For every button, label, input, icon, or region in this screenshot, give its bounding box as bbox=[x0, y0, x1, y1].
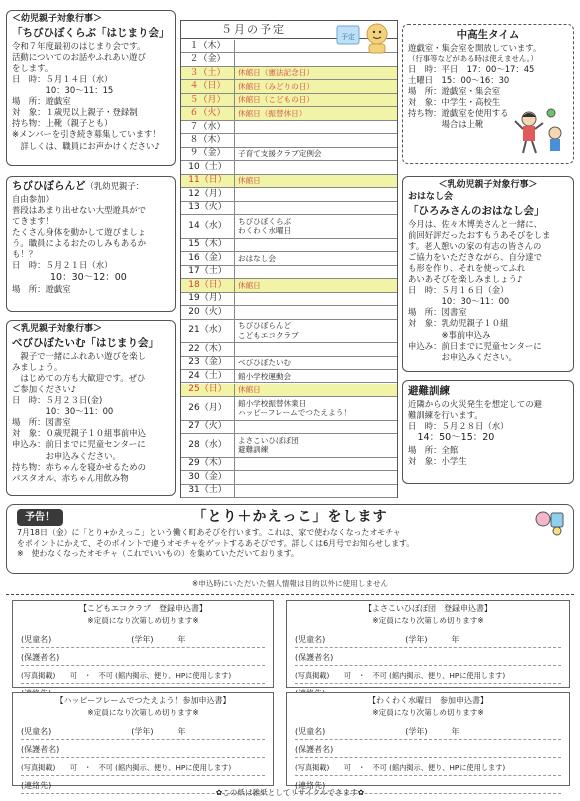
form-note: ※定員になり次第しめ切ります※ bbox=[372, 615, 484, 625]
calendar-events bbox=[235, 107, 397, 119]
calendar-day-row bbox=[181, 458, 397, 471]
calendar-event: わくわく水曜日 bbox=[238, 226, 292, 236]
calendar-date-label: ９（金） bbox=[189, 148, 226, 159]
text-line: う。職員によるおたのしみもあるか bbox=[12, 238, 146, 249]
form-field-photo-consent[interactable]: (写真掲載) 可 ・ 不可 (館内掲示、便り、HPに使用します) bbox=[21, 666, 265, 684]
calendar-date-label: ６（火） bbox=[189, 108, 226, 119]
text-line: 日 時：５月１４日（水） bbox=[12, 74, 113, 85]
text-line: 自由参加） bbox=[12, 193, 54, 204]
text-line: ※メンバーを引き続き募集しています！ bbox=[12, 129, 161, 140]
text-line: 親子で一緒にふれあい遊びを楽し bbox=[12, 350, 146, 361]
calendar-events bbox=[235, 202, 397, 214]
toy-illustration bbox=[533, 507, 567, 537]
text-line: 日 時：平日 17：00〜17：45 bbox=[408, 63, 535, 74]
text-line: 場 所：図書室 bbox=[12, 417, 71, 428]
baby-event-box bbox=[6, 320, 176, 496]
calendar-date bbox=[181, 67, 235, 79]
text-line: 詳しくは、職員にお声かけください♪ bbox=[12, 140, 160, 151]
calendar-events bbox=[235, 384, 397, 396]
calendar-events bbox=[235, 485, 397, 497]
calendar-event: 館小学校振替休業日 bbox=[238, 398, 307, 408]
calendar-date-label: 27（火） bbox=[188, 421, 227, 432]
calendar-day-row bbox=[181, 320, 397, 344]
text-line: 活動についてのお話やふれあい遊び bbox=[12, 51, 146, 62]
calendar-date-label: 22（木） bbox=[188, 343, 227, 354]
calendar-event: 避難訓練 bbox=[238, 445, 269, 455]
calendar-events bbox=[235, 421, 397, 433]
infant-event-box bbox=[6, 10, 176, 166]
calendar-events bbox=[235, 188, 397, 200]
calendar-event: 子育て支援クラブ定例会 bbox=[238, 149, 322, 159]
form-note: ※定員になり次第しめ切ります※ bbox=[87, 615, 199, 625]
infant-event-tag: ＜幼児親子対象行事＞ bbox=[12, 14, 103, 24]
calendar-events bbox=[235, 458, 397, 470]
calendar-day-row bbox=[181, 279, 397, 292]
calendar-day-row bbox=[181, 370, 397, 383]
announce-badge: 予告！ bbox=[17, 509, 63, 526]
calendar-date-label: 19（月） bbox=[188, 293, 227, 304]
kids-playing-illustration bbox=[511, 107, 569, 159]
calendar-day-row bbox=[181, 252, 397, 265]
form-title: 【よさこいひぼぼ団 登録申込書】 bbox=[364, 604, 492, 613]
calendar-date bbox=[181, 458, 235, 470]
calendar-events bbox=[235, 279, 397, 291]
text-line: 持ち物：遊戯室を使用する bbox=[408, 108, 509, 119]
stamp-text: 予定 bbox=[341, 33, 355, 41]
text-line: 10：30〜11：15 bbox=[12, 85, 114, 96]
calendar-day-row bbox=[181, 202, 397, 215]
calendar-day-row bbox=[181, 148, 397, 161]
calendar-date bbox=[181, 397, 235, 420]
form-title: 【わくわく水曜日 参加申込書】 bbox=[368, 696, 488, 705]
calendar-event: こどもエコクラブ bbox=[238, 330, 299, 340]
calendar-date bbox=[181, 107, 235, 119]
calendar-date bbox=[181, 188, 235, 200]
calendar-event: 休館日（こどもの日） bbox=[238, 95, 314, 105]
text-line: 場 所：遊戯室・集会室 bbox=[408, 85, 501, 96]
calendar-events bbox=[235, 239, 397, 251]
calendar-events bbox=[235, 320, 397, 343]
baby-event-tag: ＜乳児親子対象行事＞ bbox=[12, 324, 103, 334]
text-line: 10：30〜11：00 bbox=[408, 296, 510, 307]
teen-time-box bbox=[402, 24, 574, 164]
yosakoi-form bbox=[286, 600, 570, 688]
calendar-events bbox=[235, 215, 397, 238]
calendar-date bbox=[181, 239, 235, 251]
calendar-event: 館小学校運動会 bbox=[238, 371, 292, 381]
calendar-day-row bbox=[181, 80, 397, 93]
form-field-child-name[interactable]: (児童名) (学年) 年 bbox=[295, 630, 561, 648]
calendar-date bbox=[181, 279, 235, 291]
calendar-date-label: 17（土） bbox=[188, 266, 227, 277]
happy-frame-form bbox=[12, 692, 274, 790]
text-line: 今月は、佐々木博美さんと一緒に、 bbox=[408, 218, 542, 229]
text-line: 場 所：遊戯室 bbox=[12, 96, 71, 107]
calendar-day-row bbox=[181, 357, 397, 370]
form-note: ※定員になり次第しめ切ります※ bbox=[87, 707, 199, 717]
story-event-tag: ＜乳幼児親子対象行事＞ bbox=[438, 180, 538, 190]
story-event-title: 「ひろみさんのおはなし会」 bbox=[408, 204, 545, 217]
form-field-photo-consent[interactable]: (写真掲載) 可 ・ 不可 (館内掲示、便り、HPに使用します) bbox=[295, 666, 561, 684]
infant-event-lines bbox=[12, 41, 170, 152]
calendar-date-label: 26（月） bbox=[188, 402, 227, 413]
calendar-day-row bbox=[181, 94, 397, 107]
calendar-events bbox=[235, 121, 397, 133]
calendar-day-row bbox=[181, 266, 397, 279]
infant-event-title: 「ちびひぼくらぶ「はじまり会」 bbox=[12, 26, 170, 39]
text-line: 遊戯室・集会室を開放しています。 bbox=[408, 42, 542, 53]
calendar-date bbox=[181, 121, 235, 133]
teen-time-title: 中高生タイム bbox=[456, 29, 520, 41]
text-line: 7月18日（金）に「とり+かえっこ」という働く町あそびを行います。これは、家で使わなくなったオモチャ bbox=[17, 528, 401, 538]
calendar-day-row bbox=[181, 53, 397, 66]
calendar-date bbox=[181, 202, 235, 214]
text-line: 場 所：遊戯室 bbox=[12, 284, 71, 295]
calendar-day-row bbox=[181, 215, 397, 239]
calendar-day-row bbox=[181, 121, 397, 134]
form-field-photo-consent[interactable]: (写真掲載) 可 ・ 不可 (館内掲示、便り、HPに使用します) bbox=[21, 758, 265, 776]
eco-club-form bbox=[12, 600, 274, 688]
calendar-event: 休館日（みどりの日） bbox=[238, 81, 314, 91]
form-title: 【こどもエコクラブ 登録申込書】 bbox=[79, 604, 207, 613]
story-event-box bbox=[402, 176, 574, 372]
calendar-day-row bbox=[181, 161, 397, 174]
text-line: お申込みください。 bbox=[12, 450, 121, 461]
text-line: 近隣からの火災発生を想定しての避 bbox=[408, 398, 542, 409]
text-line: 場 所：図書室 bbox=[408, 307, 467, 318]
calendar-date bbox=[181, 215, 235, 238]
calendar-date-label: ８（木） bbox=[189, 135, 226, 146]
calendar-date bbox=[181, 94, 235, 106]
calendar-date-label: ４（日） bbox=[189, 81, 226, 92]
banner-title: 「とり＋かえっこ」をします bbox=[192, 509, 388, 525]
wakuwaku-form bbox=[286, 692, 570, 790]
calendar-events bbox=[235, 266, 397, 278]
calendar-date-label: 11（日） bbox=[188, 175, 227, 186]
calendar-day-row bbox=[181, 485, 397, 498]
cut-line bbox=[6, 594, 574, 595]
calendar-day-row bbox=[181, 293, 397, 306]
text-line: 普段はあまり出せない大型遊具がで bbox=[12, 204, 146, 215]
calendar-events bbox=[235, 343, 397, 355]
evacuation-drill-box bbox=[402, 380, 574, 484]
calendar-date-label: 25（日） bbox=[188, 384, 227, 395]
calendar-date-label: 24（土） bbox=[188, 370, 227, 381]
calendar-day-row bbox=[181, 306, 397, 319]
text-line: ※ 使わなくなったオモチャ（これでいいもの）を集めていただいております。 bbox=[17, 549, 299, 559]
calendar-date bbox=[181, 320, 235, 343]
text-line: も！？ bbox=[12, 249, 38, 260]
calendar-day-row bbox=[181, 343, 397, 356]
calendar-day-row bbox=[181, 384, 397, 397]
text-line: 土曜日 15：00〜16：30 bbox=[408, 74, 510, 85]
text-line: す。老人憩いの家の有志の皆さんの bbox=[408, 240, 542, 251]
calendar-date-label: 20（火） bbox=[188, 306, 227, 317]
text-line: ※事前申込み bbox=[408, 329, 491, 340]
calendar-date-label: 13（火） bbox=[188, 202, 227, 213]
calendar-event: 休館日（振替休日） bbox=[238, 108, 307, 118]
calendar-events bbox=[235, 306, 397, 318]
form-field-guardian-name[interactable]: (保護者名) bbox=[21, 648, 265, 666]
calendar-day-row bbox=[181, 239, 397, 252]
calendar-events bbox=[235, 471, 397, 483]
chibi-hiroba-sub: （乳幼児親子： bbox=[85, 181, 145, 191]
form-note: ※定員になり次第しめ切ります※ bbox=[372, 707, 484, 717]
text-line: 前回好評だったおすもうあそびをしま bbox=[408, 229, 551, 240]
calendar-date-label: 14（水） bbox=[188, 220, 227, 231]
calendar-day-row bbox=[181, 67, 397, 80]
calendar-events bbox=[235, 434, 397, 457]
text-line: 持ち物：上靴（親子とも） bbox=[12, 118, 113, 129]
may-calendar bbox=[180, 20, 398, 498]
text-line: 日 時：５月２１日（水） bbox=[12, 260, 113, 271]
calendar-event: ハッピーフレームでつたえよう！ bbox=[238, 408, 351, 418]
calendar-events bbox=[235, 252, 397, 264]
calendar-date bbox=[181, 161, 235, 173]
calendar-date bbox=[181, 266, 235, 278]
calendar-event: よさこいひぼぼ団 bbox=[238, 435, 299, 445]
calendar-title: ５月の予定 bbox=[181, 21, 397, 39]
text-line: 持ち物：赤ちゃんを寝かせるための bbox=[12, 461, 146, 472]
text-line: 申込み：前日までに児童センターに bbox=[408, 340, 542, 351]
text-line: みましょう。 bbox=[12, 361, 63, 372]
calendar-day-row bbox=[181, 175, 397, 188]
calendar-date bbox=[181, 384, 235, 396]
calendar-event: ちびひぼくらぶ bbox=[238, 216, 292, 226]
torikaekko-banner bbox=[6, 504, 574, 574]
calendar-event: おはなし会 bbox=[238, 253, 276, 263]
text-line: 場 所：全館 bbox=[408, 444, 459, 455]
calendar-day-row bbox=[181, 107, 397, 120]
calendar-date-label: ５（月） bbox=[189, 94, 226, 105]
calendar-events bbox=[235, 370, 397, 382]
baby-event-title: べびひぼたいむ「はじまり会」 bbox=[12, 336, 159, 349]
text-line: 14：50〜15：20 bbox=[408, 432, 495, 444]
calendar-date bbox=[181, 148, 235, 160]
text-line: 申込み：前日までに児童センターに bbox=[12, 439, 146, 450]
calendar-date-label: 28（水） bbox=[188, 439, 227, 450]
calendar-date bbox=[181, 471, 235, 483]
calendar-event: べびひぼたいむ bbox=[238, 358, 292, 368]
calendar-date-label: ７（水） bbox=[189, 121, 226, 132]
form-field-child-name[interactable]: (児童名) (学年) 年 bbox=[21, 722, 265, 740]
text-line: あいあそびを楽しみましょう♪ bbox=[408, 274, 523, 285]
text-line: 対 象：０歳児親子１０組事前申込 bbox=[12, 428, 146, 439]
text-line: たくさん身体を動かして遊びましょ bbox=[12, 227, 146, 238]
form-field-guardian-name[interactable]: (保護者名) bbox=[295, 740, 561, 758]
calendar-day-row bbox=[181, 471, 397, 484]
text-line: をします。 bbox=[12, 62, 54, 73]
text-line: 令和７年度最初のはじまり会です。 bbox=[12, 40, 146, 51]
calendar-date-label: 23（金） bbox=[188, 357, 227, 368]
text-line: 対 象：１歳児以上親子・登録制 bbox=[12, 107, 138, 118]
calendar-events bbox=[235, 94, 397, 106]
calendar-events bbox=[235, 67, 397, 79]
drill-title: 避難訓練 bbox=[408, 385, 450, 397]
calendar-date bbox=[181, 293, 235, 305]
calendar-date bbox=[181, 485, 235, 497]
calendar-events bbox=[235, 134, 397, 146]
text-line: 場合は上靴 bbox=[408, 119, 484, 130]
form-field-guardian-name[interactable]: (保護者名) bbox=[295, 648, 561, 666]
calendar-day-row bbox=[181, 397, 397, 421]
calendar-date-label: 21（水） bbox=[188, 325, 227, 336]
calendar-date bbox=[181, 80, 235, 92]
calendar-date-label: 15（木） bbox=[188, 239, 227, 250]
calendar-date bbox=[181, 252, 235, 264]
calendar-date bbox=[181, 175, 235, 187]
form-field-guardian-name[interactable]: (保護者名) bbox=[21, 740, 265, 758]
calendar-date-label: ３（土） bbox=[189, 67, 226, 78]
calendar-day-row bbox=[181, 434, 397, 458]
calendar-date bbox=[181, 40, 235, 52]
calendar-day-row bbox=[181, 188, 397, 201]
calendar-stamp-illustration bbox=[335, 20, 393, 54]
text-line: パスタオル、赤ちゃん用飲み物 bbox=[12, 472, 129, 483]
calendar-date-label: １（木） bbox=[189, 40, 226, 51]
text-line: をポイントにかえて、そのポイントで違うオモチャをゲットするあそびです。詳しくは6月号でお知らせします。 bbox=[17, 538, 415, 548]
calendar-day-row bbox=[181, 421, 397, 434]
calendar-date bbox=[181, 306, 235, 318]
calendar-date bbox=[181, 357, 235, 369]
chibi-hiroba-box bbox=[6, 176, 176, 312]
calendar-events bbox=[235, 397, 397, 420]
calendar-date bbox=[181, 370, 235, 382]
calendar-date bbox=[181, 134, 235, 146]
text-line: てきます！ bbox=[12, 216, 54, 227]
text-line: 日 時：５月２３日(金) bbox=[12, 395, 103, 406]
text-line: 日 時：５月２８日（水） bbox=[408, 421, 509, 432]
calendar-date-label: 29（木） bbox=[188, 458, 227, 469]
calendar-date bbox=[181, 343, 235, 355]
calendar-date bbox=[181, 421, 235, 433]
text-line: も形を作り、それを使ってふれ bbox=[408, 262, 526, 273]
calendar-date-label: 10（土） bbox=[188, 161, 227, 172]
text-line: はじめての方も大歓迎です。ぜひ bbox=[12, 372, 146, 383]
form-field-contact[interactable]: (連絡先) bbox=[21, 776, 265, 794]
form-field-child-name[interactable]: (児童名) (学年) 年 bbox=[21, 630, 265, 648]
text-line: 10：30〜12：00 bbox=[12, 271, 127, 283]
text-line: ご参加ください♪ bbox=[12, 384, 76, 395]
calendar-event: 休館日 bbox=[238, 176, 261, 186]
calendar-events bbox=[235, 293, 397, 305]
text-line: 日 時：５月１６日（金） bbox=[408, 285, 509, 296]
calendar-events bbox=[235, 53, 397, 65]
recycle-footer: ✿この紙は雑紙としてリサイクルできます✿ bbox=[215, 788, 365, 797]
calendar-events bbox=[235, 80, 397, 92]
calendar-date-label: 18（日） bbox=[188, 279, 227, 290]
calendar-date-label: 16（金） bbox=[188, 252, 227, 263]
text-line: （行事等などがある時は使えません。） bbox=[408, 53, 538, 63]
calendar-events bbox=[235, 148, 397, 160]
calendar-date bbox=[181, 434, 235, 457]
calendar-event: 休館日（憲法記念日） bbox=[238, 68, 314, 78]
calendar-event: 休館日 bbox=[238, 384, 261, 394]
calendar-events bbox=[235, 175, 397, 187]
text-line: お申込みください。 bbox=[408, 351, 517, 362]
story-event-pre: おはなし会 bbox=[408, 191, 454, 202]
calendar-date-label: 12（月） bbox=[188, 188, 227, 199]
calendar-date-label: ２（金） bbox=[189, 54, 226, 65]
privacy-note: ※申込時にいただいた個人情報は目的以外に使用しません bbox=[191, 579, 389, 588]
text-line: 難訓練を行います。 bbox=[408, 409, 483, 420]
text-line: ご協力をいただきながら、自分達で bbox=[408, 251, 542, 262]
calendar-day-row bbox=[181, 134, 397, 147]
chibi-hiroba-title: ちびひぼらんど bbox=[12, 180, 86, 192]
calendar-date-label: 31（土） bbox=[188, 485, 227, 496]
form-title: 【ハッピーフレームでつたえよう！参加申込書】 bbox=[55, 696, 231, 705]
calendar-events bbox=[235, 161, 397, 173]
text-line: 対 象：中学生・高校生 bbox=[408, 97, 501, 107]
form-field-child-name[interactable]: (児童名) (学年) 年 bbox=[295, 722, 561, 740]
form-field-contact[interactable]: (連絡先) bbox=[295, 776, 561, 794]
text-line: 対 象：乳幼児親子１０組 bbox=[408, 318, 509, 329]
calendar-date bbox=[181, 53, 235, 65]
calendar-event: ちびひぼらんど bbox=[238, 321, 292, 331]
calendar-events bbox=[235, 357, 397, 369]
text-line: 10：30〜11：00 bbox=[12, 406, 114, 417]
form-field-photo-consent[interactable]: (写真掲載) 可 ・ 不可 (館内掲示、便り、HPに使用します) bbox=[295, 758, 561, 776]
text-line: 対 象：小学生 bbox=[408, 455, 467, 466]
calendar-date-label: 30（金） bbox=[188, 471, 227, 482]
calendar-event: 休館日 bbox=[238, 280, 261, 290]
